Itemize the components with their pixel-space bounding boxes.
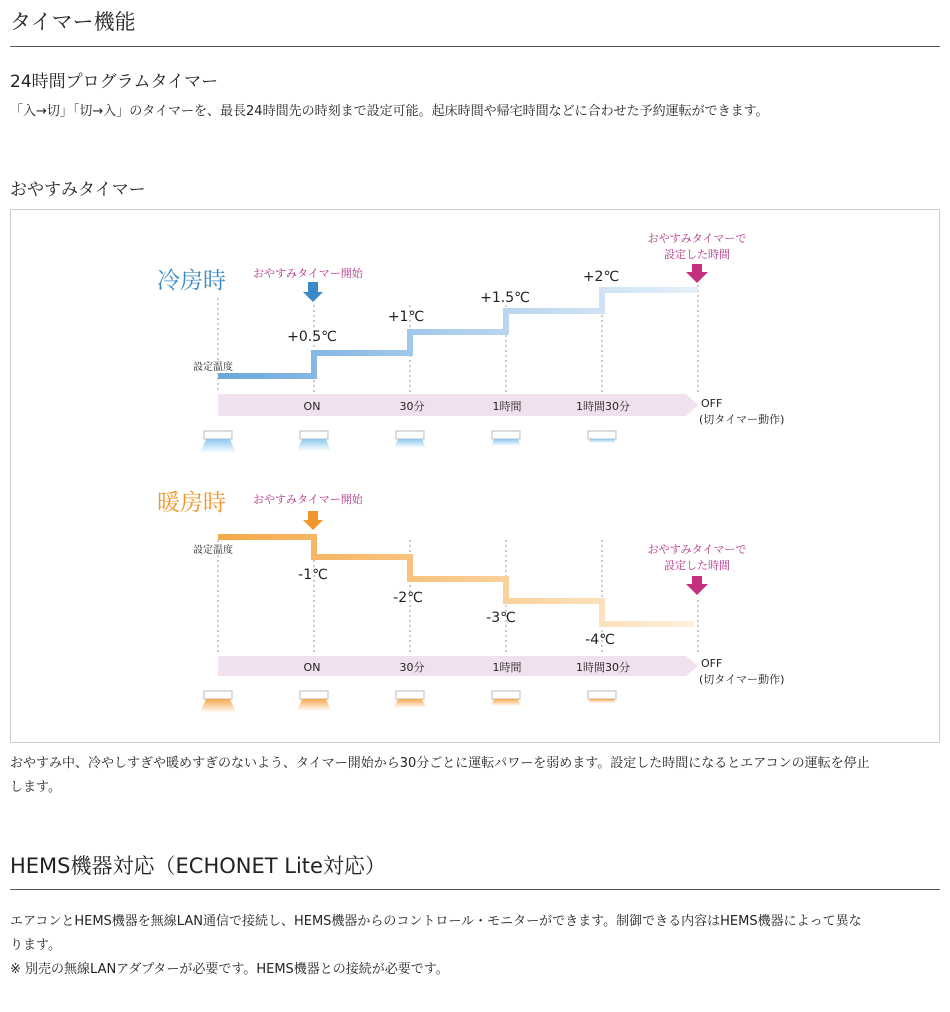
heating-end-arrow-icon xyxy=(686,576,708,595)
heating-step-3: -3℃ xyxy=(486,610,516,626)
cooling-step-4: +2℃ xyxy=(582,269,620,285)
title-divider xyxy=(10,46,940,47)
cooling-step-2: +1℃ xyxy=(387,309,425,325)
sleep-timer-heading: おやすみタイマー xyxy=(10,180,146,200)
heating-end-label-1: おやすみタイマーで xyxy=(647,543,747,556)
cooling-end-arrow-icon xyxy=(686,264,708,283)
heating-step-2: -2℃ xyxy=(393,590,423,606)
ac-unit-icon xyxy=(588,431,616,443)
cooling-time-on: ON xyxy=(303,400,321,413)
cooling-end-label-2: 設定した時間 xyxy=(664,248,730,261)
heating-off-label: OFF xyxy=(701,657,723,670)
ac-unit-icon xyxy=(588,691,616,703)
heating-title: 暖房時 xyxy=(157,490,226,516)
heating-time-on: ON xyxy=(303,661,321,674)
cooling-title: 冷房時 xyxy=(157,268,226,294)
ac-unit-icon xyxy=(200,691,236,713)
heating-step-4: -4℃ xyxy=(585,632,615,648)
program-timer-text: 「入→切」「切→入」のタイマーを、最長24時間先の時刻まで設定可能。起床時間や帰宅時間などに合わせた予約運転ができます。 xyxy=(10,104,769,119)
cooling-end-label-1: おやすみタイマーで xyxy=(647,232,747,245)
ac-unit-icon xyxy=(200,431,236,453)
cooling-base-label: 設定温度 xyxy=(193,362,233,373)
hems-heading: HEMS機器対応（ECHONET Lite対応） xyxy=(10,854,386,878)
cooling-start-label: おやすみタイマー開始 xyxy=(253,267,363,280)
hems-text-1: エアコンとHEMS機器を無線LAN通信で接続し、HEMS機器からのコントロール・モニターができます。制御できる内容はHEMS機器によって異な xyxy=(10,914,862,929)
ac-unit-icon xyxy=(394,431,426,448)
ac-unit-icon xyxy=(297,691,331,711)
heating-step-1: -1℃ xyxy=(298,567,328,583)
sleep-timer-diagram xyxy=(10,209,940,743)
cooling-time-60: 1時間 xyxy=(492,400,522,413)
ac-unit-icon xyxy=(297,431,331,451)
program-timer-heading: 24時間プログラムタイマー xyxy=(10,72,219,92)
sleep-timer-text-2: します。 xyxy=(10,780,61,795)
hems-note: ※ 別売の無線LANアダプターが必要です。HEMS機器との接続が必要です。 xyxy=(10,962,449,977)
heating-off-sub-label: (切タイマー動作) xyxy=(699,673,785,686)
heating-base-label: 設定温度 xyxy=(193,545,233,556)
sleep-timer-text-1: おやすみ中、冷やしすぎや暖めすぎのないよう、タイマー開始から30分ごとに運転パワーを弱めます。設定した時間になるとエアコンの運転を停止 xyxy=(10,756,870,771)
cooling-step-3: +1.5℃ xyxy=(480,290,530,306)
heating-end-label-2: 設定した時間 xyxy=(664,559,730,572)
cooling-time-30: 30分 xyxy=(399,400,425,413)
heating-time-30: 30分 xyxy=(399,661,425,674)
heating-start-label: おやすみタイマー開始 xyxy=(253,493,363,506)
ac-unit-icon xyxy=(394,691,426,708)
hems-text-2: ります。 xyxy=(10,938,61,953)
heating-time-60: 1時間 xyxy=(492,661,522,674)
heating-temperature-line xyxy=(218,537,694,624)
ac-unit-icon xyxy=(491,431,521,446)
cooling-start-arrow-icon xyxy=(303,282,323,302)
heating-gridlines xyxy=(218,540,698,655)
cooling-step-1: +0.5℃ xyxy=(287,329,337,345)
heating-time-90: 1時間30分 xyxy=(576,661,630,674)
heating-start-arrow-icon xyxy=(303,511,323,530)
cooling-off-sub-label: (切タイマー動作) xyxy=(699,413,785,426)
ac-unit-icon xyxy=(491,691,521,706)
cooling-ac-units xyxy=(200,431,616,453)
heating-ac-units xyxy=(200,691,616,713)
page-title: タイマー機能 xyxy=(10,10,136,34)
hems-divider xyxy=(10,889,940,890)
cooling-off-label: OFF xyxy=(701,397,723,410)
cooling-time-90: 1時間30分 xyxy=(576,400,630,413)
